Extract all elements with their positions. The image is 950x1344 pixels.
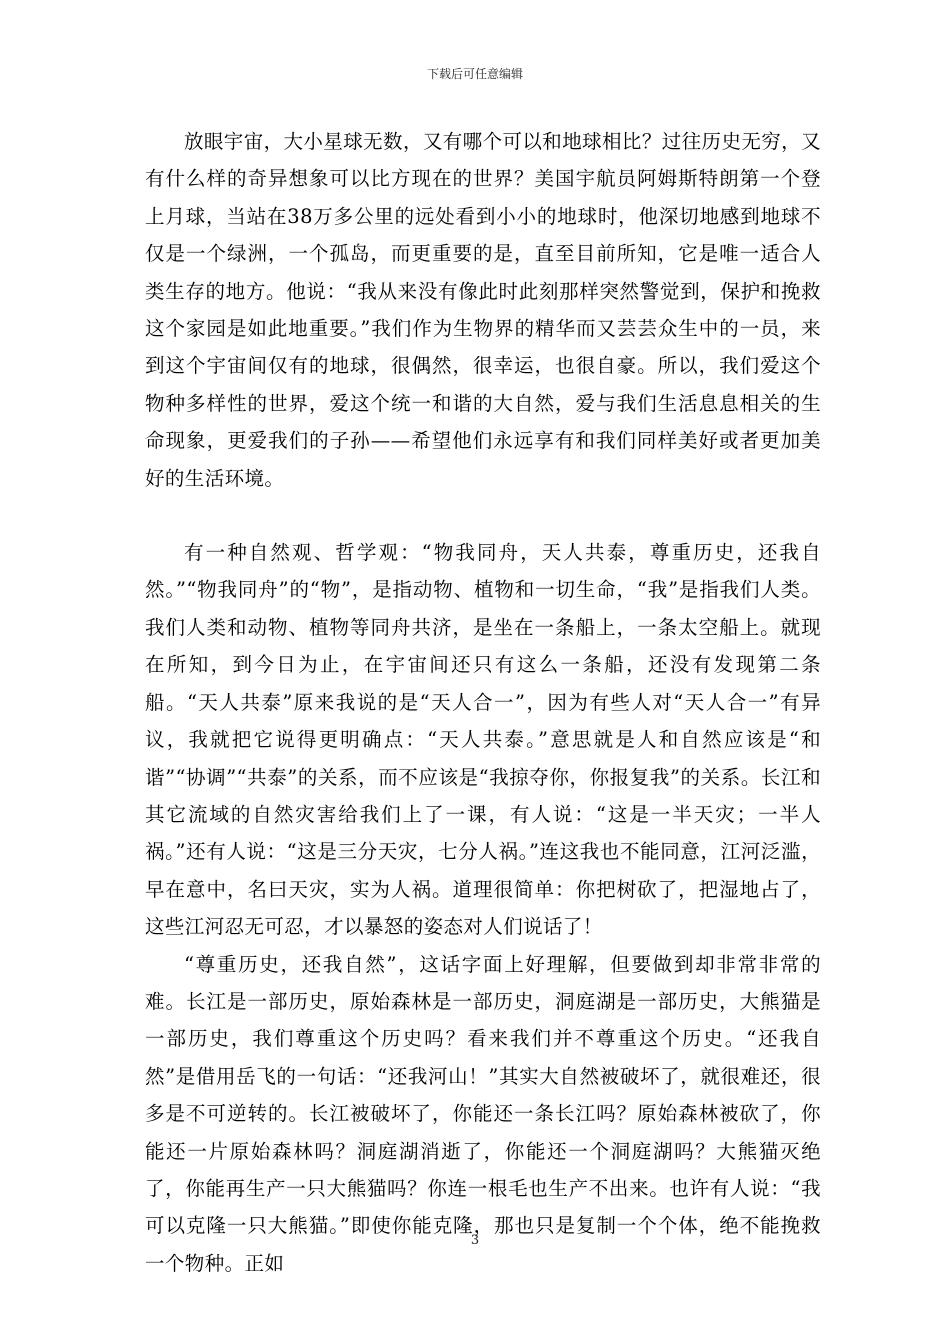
body-text [145, 123, 821, 1282]
page-number: 3 [470, 1233, 480, 1248]
paragraph-3: “尊重历史，还我自然”，这话字面上好理解，但要做到却非常非常的难。长江是一部历史，原始森林是一部历史，洞庭湖是一部历史，大熊猫是一部历史，我们尊重这个历史吗？看来我们并不尊重这个历史。“还我自然”是借用岳飞的一句话：“还我河山！”其实大自然被破坏了，就很难还，很多是不可逆转的。长江被破坏了，你能还一条长江吗？原始森林被砍了，你能还一片原始森林吗？洞庭湖消逝了，你能还一个洞庭湖吗？大熊猫灭绝了，你能再生产一只大熊猫吗？你连一根毛也生产不出来。也许有人说：“我可以克隆一只大熊猫。”即使你能克隆，那也只是复制一个个体，绝不能挽救一个物种。正如 [145, 952, 821, 1275]
paragraph-1: 放眼宇宙，大小星球无数，又有哪个可以和地球相比？过往历史无穷，又有什么样的奇异想象可以比方现在的世界？美国宇航员阿姆斯特朗第一个登上月球，当站在38万多公里的远处看到小小的地球时，他深切地感到地球不仅是一个绿洲，一个孤岛，而更重要的是，直至目前所知，它是唯一适合人类生存的地方。他说：“我从来没有像此时此刻那样突然警觉到，保护和挽救这个家园是如此地重要。”我们作为生物界的精华而又芸芸众生中的一员，来到这个宇宙间仅有的地球，很偶然，很幸运，也很自豪。所以，我们爱这个物种多样性的世界，爱这个统一和谐的大自然，爱与我们生活息息相关的生命现象，更爱我们的子孙——希望他们永远享有和我们同样美好或者更加美好的生活环境。 [145, 130, 821, 490]
paragraph-2: 有一种自然观、哲学观：“物我同舟，天人共泰，尊重历史，还我自然。”“物我同舟”的“物”，是指动物、植物和一切生命，“我”是指我们人类。我们人类和动物、植物等同舟共济，是坐在一条船上，一条太空船上。就现在所知，到今日为止，在宇宙间还只有这么一条船，还没有发现第二条船。“天人共泰”原来我说的是“天人合一”，因为有些人对“天人合一”有异议，我就把它说得更明确点：“天人共泰。”意思就是人和自然应该是“和谐”“协调”“共泰”的关系，而不应该是“我掠夺你，你报复我”的关系。长江和其它流域的自然灾害给我们上了一课，有人说：“这是一半天灾；一半人祸。”还有人说：“这是三分天灾，七分人祸。”连这我也不能同意，江河泛滥，早在意中，名曰天灾，实为人祸。道理很简单：你把树砍了，把湿地占了，这些江河忍无可忍，才以暴怒的姿态对人们说话了！ [145, 541, 821, 939]
page-header: 下载后可任意编辑 [426, 67, 523, 81]
